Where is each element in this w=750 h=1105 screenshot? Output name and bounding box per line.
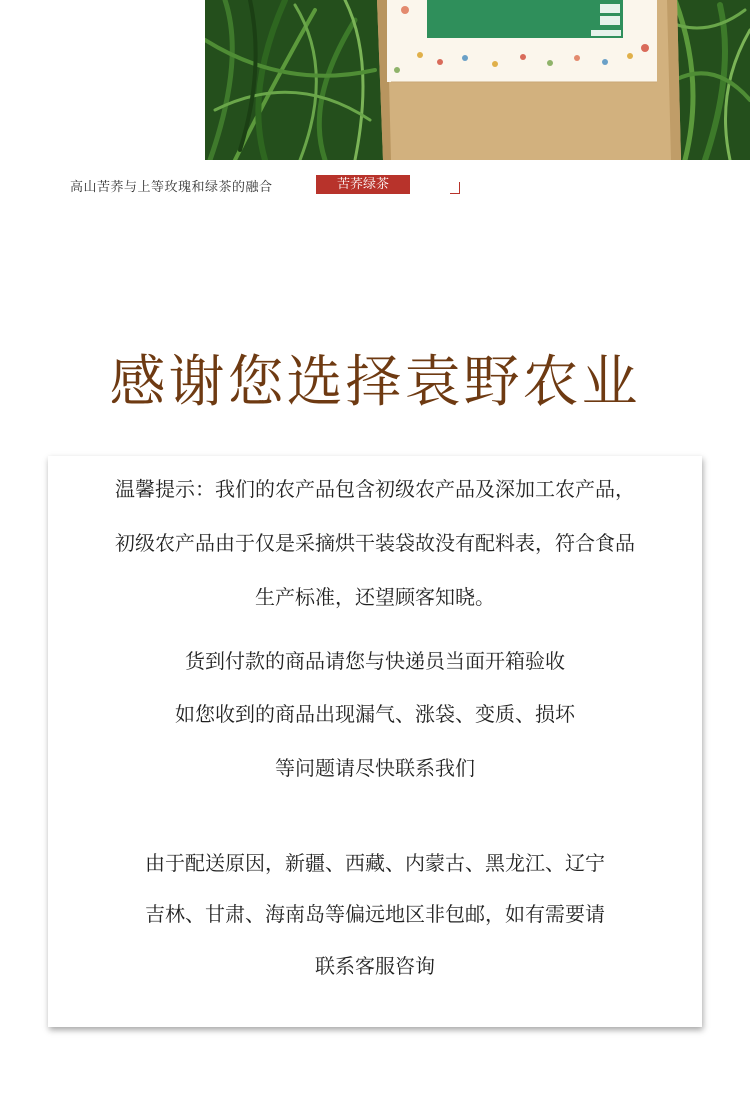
product-photo (205, 0, 750, 160)
notice-line: 等问题请尽快联系我们 (275, 756, 475, 780)
notice-line: 吉林、甘肃、海南岛等偏远地区非包邮，如有需要请 (145, 902, 605, 926)
product-tag: 苦荞绿茶 (316, 175, 410, 194)
notice-line: 联系客服咨询 (315, 954, 435, 978)
notice-box (48, 456, 702, 1027)
notice-line: 初级农产品由于仅是采摘烘干装袋故没有配料表，符合食品 (115, 531, 635, 555)
page-heading: 感谢您选择袁野农业 (109, 350, 641, 415)
notice-line: 生产标准，还望顾客知晓。 (255, 585, 495, 609)
caption-text: 高山苦荞与上等玫瑰和绿茶的融合 (70, 180, 273, 195)
notice-line: 温馨提示：我们的农产品包含初级农产品及深加工农产品， (115, 477, 635, 501)
notice-line: 如您收到的商品出现漏气、涨袋、变质、损坏 (175, 702, 575, 726)
notice-line: 货到付款的商品请您与快递员当面开箱验收 (185, 649, 565, 673)
corner-mark (450, 182, 460, 194)
notice-line: 由于配送原因，新疆、西藏、内蒙古、黑龙江、辽宁 (145, 851, 605, 875)
